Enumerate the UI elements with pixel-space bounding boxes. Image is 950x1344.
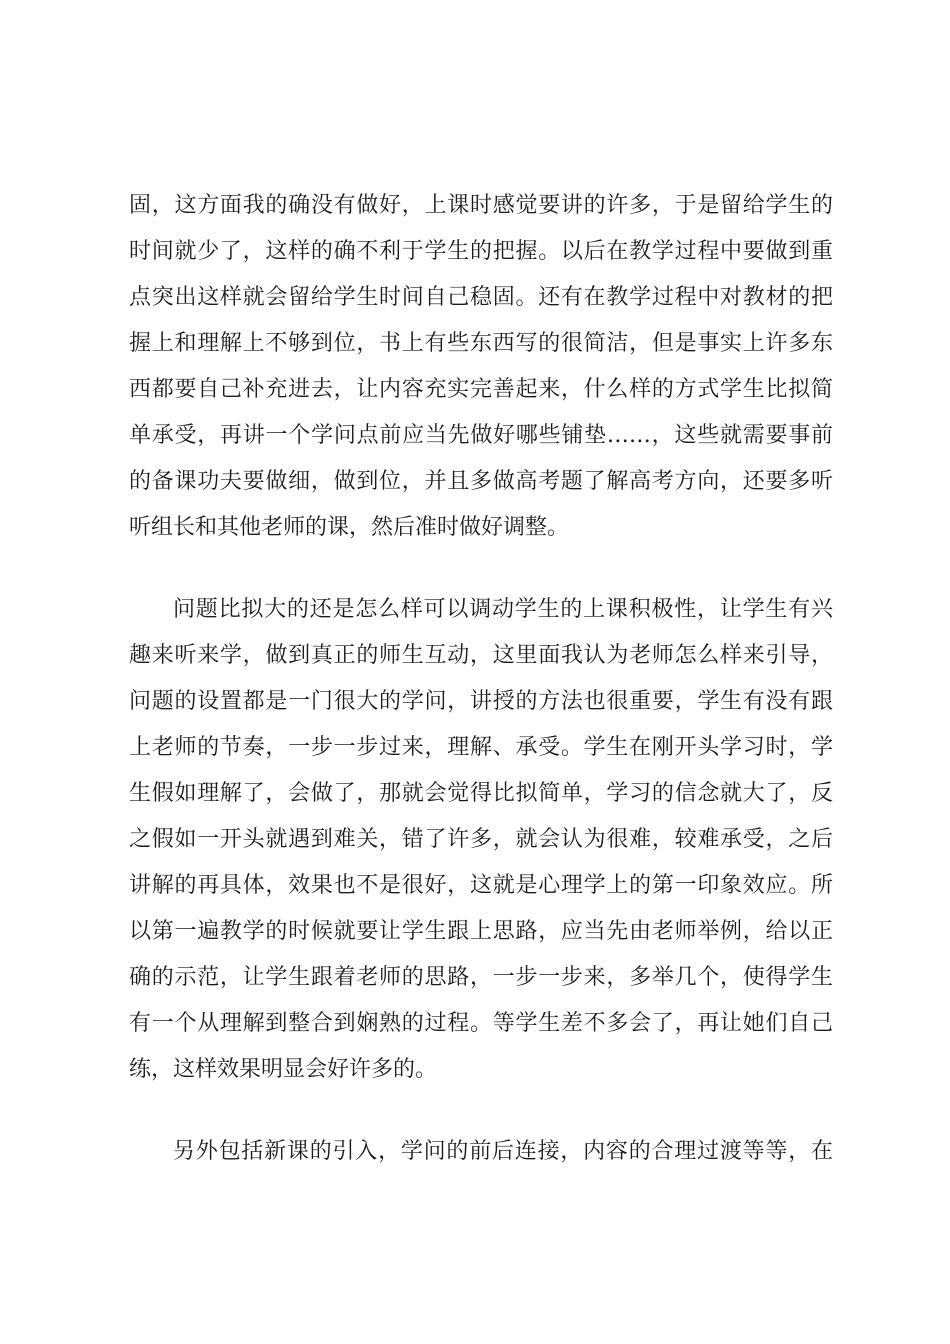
paragraph-2 — [129, 587, 833, 1093]
body-text — [129, 183, 833, 1175]
text-line: 以第一遍教学的时候就要让学生跟上思路，应当先由老师举例，给以正 — [129, 919, 833, 944]
text-line: 固，这方面我的确没有做好，上课时感觉要讲的许多，于是留给学生的 — [129, 193, 833, 218]
text-line: 另外包括新课的引入，学问的前后连接，内容的合理过渡等等，在 — [173, 1139, 833, 1164]
text-line: 问题比拟大的还是怎么样可以调动学生的上课积极性，让学生有兴 — [173, 597, 833, 622]
text-line: 生假如理解了，会做了，那就会觉得比拟简单，学习的信念就大了，反 — [129, 781, 833, 806]
text-line: 有一个从理解到整合到娴熟的过程。等学生差不多会了，再让她们自己 — [129, 1011, 833, 1036]
text-line: 握上和理解上不够到位，书上有些东西写的很简洁，但是事实上许多东 — [129, 331, 833, 356]
paragraph-1 — [129, 183, 833, 551]
text-line: 上老师的节奏，一步一步过来，理解、承受。学生在刚开头学习时，学 — [129, 735, 833, 760]
text-line: 练，这样效果明显会好许多的。 — [129, 1057, 438, 1082]
text-line: 问题的设置都是一门很大的学问，讲授的方法也很重要，学生有没有跟 — [129, 689, 833, 714]
paragraph-3 — [129, 1129, 833, 1175]
text-line: 确的示范，让学生跟着老师的思路，一步一步来，多举几个，使得学生 — [129, 965, 833, 990]
text-line: 趣来听来学，做到真正的师生互动，这里面我认为老师怎么样来引导， — [129, 643, 833, 668]
text-line: 之假如一开头就遇到难关，错了许多，就会认为很难，较难承受，之后 — [129, 827, 833, 852]
text-line: 西都要自己补充进去，让内容充实完善起来，什么样的方式学生比拟简 — [129, 377, 833, 402]
text-line: 点突出这样就会留给学生时间自己稳固。还有在教学过程中对教材的把 — [129, 285, 833, 310]
text-line: 听组长和其他老师的课，然后准时做好调整。 — [129, 515, 570, 540]
text-line: 讲解的再具体，效果也不是很好，这就是心理学上的第一印象效应。所 — [129, 873, 833, 898]
text-line: 单承受，再讲一个学问点前应当先做好哪些铺垫……，这些就需要事前 — [129, 423, 833, 448]
text-line: 的备课功夫要做细，做到位，并且多做高考题了解高考方向，还要多听 — [129, 469, 833, 494]
text-line: 时间就少了，这样的确不利于学生的把握。以后在教学过程中要做到重 — [129, 239, 833, 264]
